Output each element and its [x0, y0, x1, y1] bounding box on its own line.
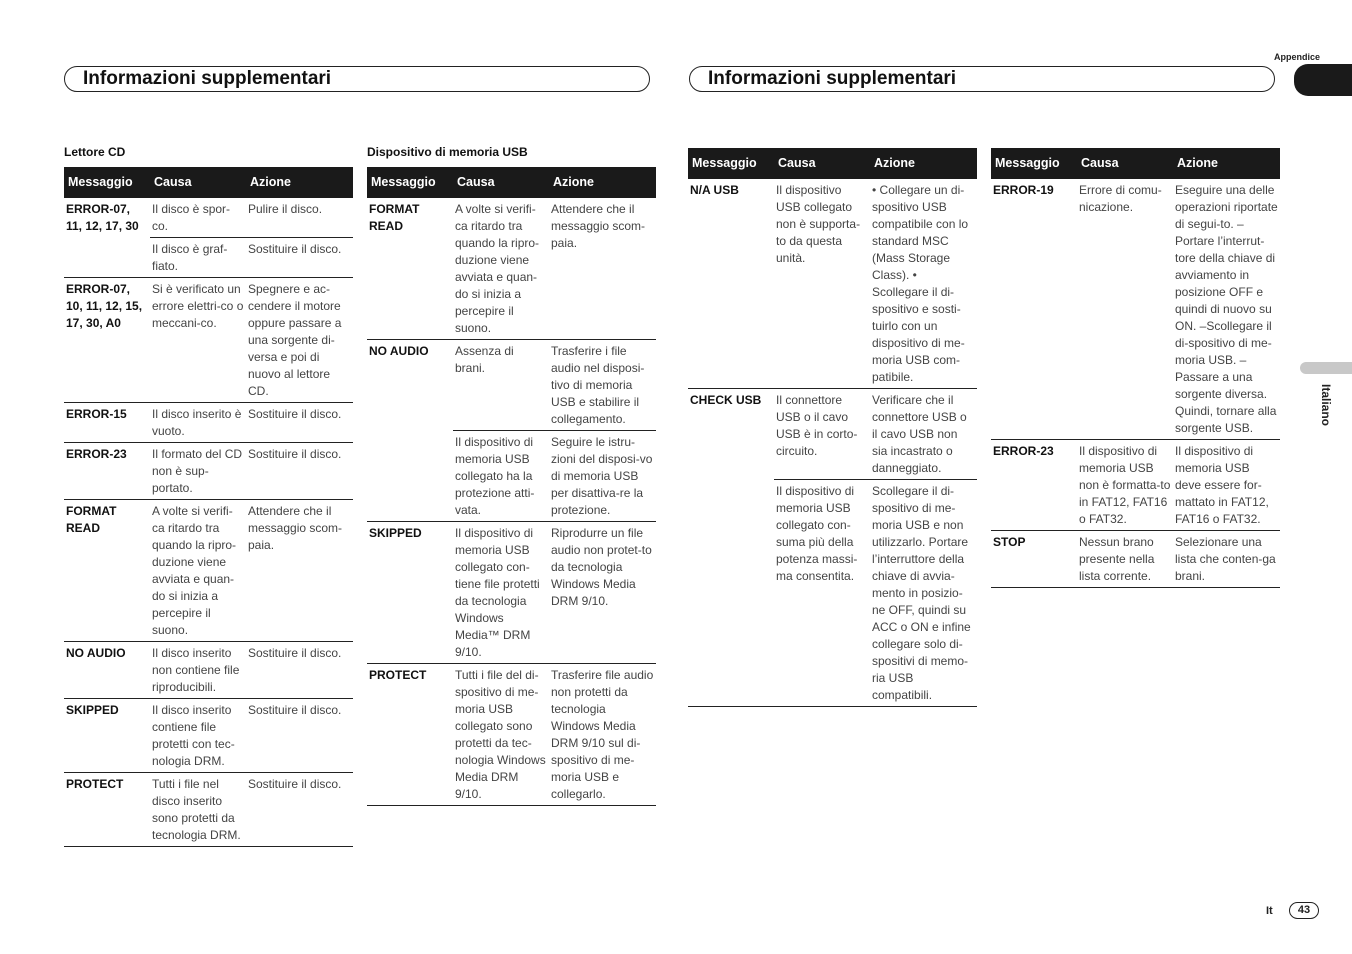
row-message: NO AUDIO: [369, 344, 429, 358]
row-action: Sostituire il disco.: [246, 773, 353, 847]
table-row: [367, 340, 656, 431]
row-action: Sostituire il disco.: [246, 642, 353, 699]
col-header-cause: Causa: [150, 167, 246, 198]
cd-section-title: Lettore CD: [64, 145, 126, 159]
usb-section-continued-2: [991, 148, 1280, 588]
row-cause: Tutti i file nel disco inserito sono protetti da tecnologia DRM.: [150, 773, 246, 847]
table-row: [991, 440, 1280, 531]
row-cause: A volte si verifi-ca ritardo tra quando la ripro-duzione viene avviata e quan-do si inizia a percepire il suono.: [150, 500, 246, 642]
col-header-action: Azione: [549, 167, 656, 198]
table-row: [64, 198, 353, 238]
row-cause: Il disco inserito contiene file protetti con tec-nologia DRM.: [150, 699, 246, 773]
table-row: [64, 278, 353, 403]
col-header-cause: Causa: [1077, 148, 1173, 179]
row-message: PROTECT: [367, 664, 453, 806]
row-message: ERROR-07, 10, 11, 12, 15, 17, 30, A0: [64, 278, 150, 403]
table-row: [64, 403, 353, 443]
row-action: Sostituire il disco.: [246, 238, 353, 278]
row-action: Selezionare una lista che conten-ga brani.: [1173, 531, 1280, 588]
row-message: ERROR-07, 11, 12, 17, 30: [66, 202, 139, 233]
table-row: [64, 443, 353, 500]
row-message: PROTECT: [64, 773, 150, 847]
usb-section-title: Dispositivo di memoria USB: [367, 145, 528, 159]
row-message: SKIPPED: [367, 522, 453, 664]
row-action: Attendere che il messaggio scom-paia.: [549, 198, 656, 340]
row-cause: Il dispositivo USB collegato non è supporta-to da questa unità.: [774, 179, 870, 389]
table-row: [991, 179, 1280, 440]
col-header-action: Azione: [1173, 148, 1280, 179]
row-message: NO AUDIO: [64, 642, 150, 699]
side-language-label: Italiano: [1319, 383, 1333, 426]
row-action: Il dispositivo di memoria USB deve essere for-mattato in FAT12, FAT16 o FAT32.: [1173, 440, 1280, 531]
table-header: [64, 167, 353, 198]
col-header-cause: Causa: [453, 167, 549, 198]
row-cause: Il disco inserito è vuoto.: [150, 403, 246, 443]
row-action: Pulire il disco.: [246, 198, 353, 238]
row-action: Trasferire file audio non protetti da tecnologia Windows Media DRM 9/10 sul di-spositivo di me-moria USB e collegarlo.: [549, 664, 656, 806]
row-message: ERROR-23: [991, 440, 1077, 531]
row-action: Verificare che il connettore USB o il cavo USB non sia incastrato o danneggiato.: [870, 389, 977, 480]
row-action: Sostituire il disco.: [246, 443, 353, 500]
row-message: [688, 480, 774, 707]
row-action: Sostituire il disco.: [246, 403, 353, 443]
row-cause: A volte si verifi-ca ritardo tra quando la ripro-duzione viene avviata e quan-do si inizia a percepire il suono.: [453, 198, 549, 340]
table-row: [688, 179, 977, 389]
row-action: Seguire le istru-zioni del disposi-vo di memoria USB per disattiva-re la protezione.: [549, 431, 656, 522]
row-message: N/A USB: [688, 179, 774, 389]
row-message: FORMAT READ: [367, 198, 453, 340]
language-tab: [1300, 362, 1352, 374]
table-header: [367, 167, 656, 198]
row-cause: Il dispositivo di memoria USB collegato con-tiene file protetti da tecnologia Windows Media™ DRM 9/10.: [453, 522, 549, 664]
col-header-cause: Causa: [774, 148, 870, 179]
row-cause: Si è verificato un errore elettri-co o meccani-co.: [150, 278, 246, 403]
row-message: STOP: [991, 531, 1077, 588]
row-message: [367, 431, 453, 522]
cd-section: [64, 145, 353, 847]
row-cause: Il formato del CD non è sup-portato.: [150, 443, 246, 500]
table-row: [991, 531, 1280, 588]
row-cause: Il connettore USB o il cavo USB è in corto-circuito.: [774, 389, 870, 480]
row-action: Attendere che il messaggio scom-paia.: [246, 500, 353, 642]
table-row: [64, 699, 353, 773]
row-action: Riprodurre un file audio non protet-to da tecnologia Windows Media DRM 9/10.: [549, 522, 656, 664]
row-message: CHECK USB: [690, 393, 762, 407]
table-row: [64, 773, 353, 847]
row-action: Scollegare il di-spositivo di me-moria USB e non utilizzarlo. Portare l’interruttore della chiave di avvia-mento in posizio-ne OFF, quindi su ACC o ON e infine collegare solo di-spositivi di memo-ria USB compatibili.: [870, 480, 977, 707]
table-row: [688, 389, 977, 480]
row-action: Eseguire una delle operazioni riportate di segui-to. –Portare l’interrut-tore della chiave di avviamento in posizione OFF e quindi di nuovo su ON. –Scollegare il di-spositivo di me-moria USB. –Passare a una sorgente diversa. Quindi, tornare alla sorgente USB.: [1173, 179, 1280, 440]
section-tab: [1294, 64, 1352, 96]
usb-table-2: [688, 148, 977, 707]
row-message: [64, 238, 150, 278]
page-title-left: Informazioni supplementari: [64, 66, 650, 92]
row-cause: Il dispositivo di memoria USB collegato con-suma più della potenza massi-ma consentita.: [774, 480, 870, 707]
col-header-msg: Messaggio: [367, 167, 453, 198]
footer-language: It: [1266, 905, 1273, 917]
col-header-action: Azione: [870, 148, 977, 179]
appendice-label: Appendice: [1273, 52, 1320, 62]
usb-section-continued: [688, 148, 977, 707]
row-cause: Il disco inserito non contiene file riproducibili.: [150, 642, 246, 699]
row-action: • Collegare un di-spositivo USB compatibile con lo standard MSC (Mass Storage Class). • Scollegare il di-spositivo e sosti-tuirlo con un dispositivo di me-moria USB com-patibile.: [870, 179, 977, 389]
row-cause: Errore di comu-nicazione.: [1077, 179, 1173, 440]
col-header-msg: Messaggio: [64, 167, 150, 198]
row-cause: Il disco è graf-fiato.: [150, 238, 246, 278]
row-cause: Il dispositivo di memoria USB collegato ha la protezione atti-vata.: [453, 431, 549, 522]
row-action: Sostituire il disco.: [246, 699, 353, 773]
row-cause: Assenza di brani.: [453, 340, 549, 431]
usb-table-1: [367, 167, 656, 806]
row-message: SKIPPED: [64, 699, 150, 773]
cd-table: [64, 167, 353, 847]
usb-table-3: [991, 148, 1280, 588]
table-row: [64, 238, 353, 278]
page-number: 43: [1289, 902, 1319, 919]
table-row: [367, 664, 656, 806]
table-row: [367, 198, 656, 340]
row-cause: Il dispositivo di memoria USB non è formatta-to in FAT12, FAT16 o FAT32.: [1077, 440, 1173, 531]
col-header-msg: Messaggio: [688, 148, 774, 179]
usb-section: [367, 145, 656, 806]
page-title-right: Informazioni supplementari: [689, 66, 1275, 92]
row-action: Trasferire i file audio nel disposi-tivo di memoria USB e stabilire il collegamento.: [549, 340, 656, 431]
table-row: [64, 642, 353, 699]
table-header: [688, 148, 977, 179]
table-row: [367, 431, 656, 522]
table-row: [688, 480, 977, 707]
row-cause: Tutti i file del di-spositivo di me-moria USB collegato sono protetti da tec-nologia Windows Media DRM 9/10.: [453, 664, 549, 806]
row-message: FORMAT READ: [64, 500, 150, 642]
table-row: [64, 500, 353, 642]
row-cause: Nessun brano presente nella lista corrente.: [1077, 531, 1173, 588]
table-header: [991, 148, 1280, 179]
row-message: ERROR-19: [991, 179, 1077, 440]
row-message: ERROR-23: [64, 443, 150, 500]
row-message: ERROR-15: [64, 403, 150, 443]
row-cause: Il disco è spor-co.: [150, 198, 246, 238]
col-header-msg: Messaggio: [991, 148, 1077, 179]
table-row: [367, 522, 656, 664]
row-action: Spegnere e ac-cendere il motore oppure passare a una sorgente di-versa e poi di nuovo al lettore CD.: [246, 278, 353, 403]
col-header-action: Azione: [246, 167, 353, 198]
